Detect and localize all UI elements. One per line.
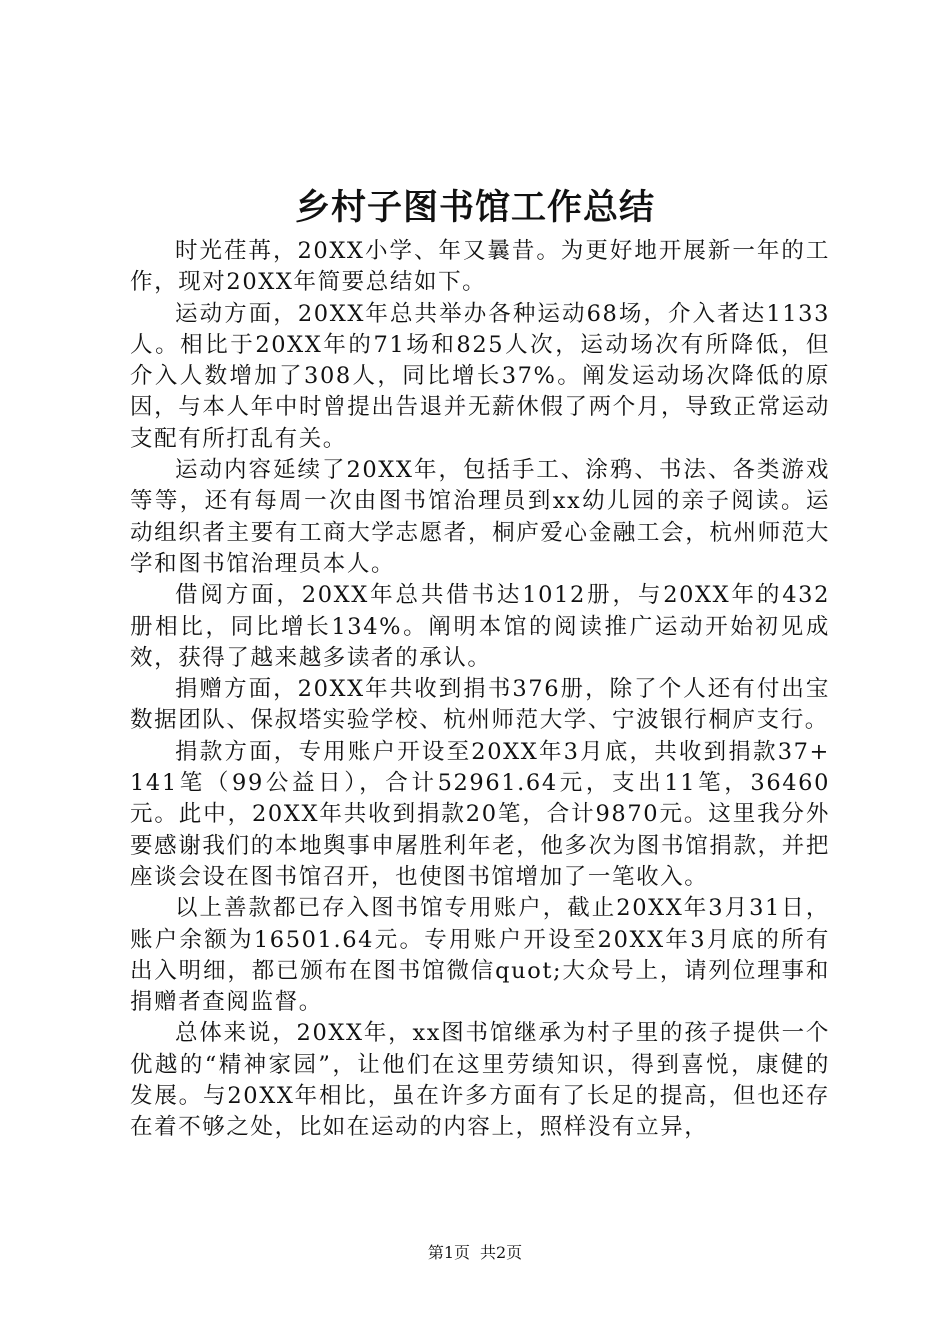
paragraph-activity-content: 运动内容延续了20XX年，包括手工、涂鸦、书法、各类游戏等等，还有每周一次由图书馆治理员到xx幼儿园的亲子阅读。运动组织者主要有工商大学志愿者，桐庐爱心金融工会，杭州师范大学和图书馆治理员本人。 (130, 457, 830, 577)
document-body (130, 236, 830, 1144)
paragraph-summary: 总体来说，20XX年，xx图书馆继承为村子里的孩子提供一个优越的“精神家园”，让他们在这里劳绩知识，得到喜悦，康健的发展。与20XX年相比，虽在许多方面有了长足的提高，但也还存在着不够之处，比如在运动的内容上，照样没有立异， (130, 1020, 830, 1141)
page-number: 第1页 (427, 1243, 470, 1262)
paragraph-borrowing: 借阅方面，20XX年总共借书达1012册，与20XX年的432册相比，同比增长134%。阐明本馆的阅读推广运动开始初见成效，获得了越来越多读者的承认。 (130, 582, 830, 671)
document-title: 乡村子图书馆工作总结 (294, 187, 655, 228)
page-footer (0, 1242, 950, 1264)
paragraph-account-balance: 以上善款都已存入图书馆专用账户，截止20XX年3月31日，账户余额为16501.64元。专用账户开设至20XX年3月底的所有出入明细，都已颁布在图书馆微信quot;大众号上，请列位理事和捐赠者查阅监督。 (130, 895, 830, 1016)
paragraph-monetary-donations: 捐款方面，专用账户开设至20XX年3月底，共收到捐款37+141笔（99公益日），合计52961.64元，支出11笔，36460元。此中，20XX年共收到捐款20笔，合计9870元。这里我分外要感谢我们的本地舆事申屠胜利年老，他多次为图书馆捐款，并把座谈会设在图书馆召开，也使图书馆增加了一笔收入。 (130, 738, 830, 890)
paragraph-activities: 运动方面，20XX年总共举办各种运动68场，介入者达1133人。相比于20XX年的71场和825人次，运动场次有所降低，但介入人数增加了308人，同比增长37%。阐发运动场次降低的原因，与本人年中时曾提出告退并无薪休假了两个月，导致正常运动支配有所打乱有关。 (130, 300, 830, 452)
page-total: 共2页 (480, 1243, 523, 1262)
paragraph-book-donations: 捐赠方面，20XX年共收到捐书376册，除了个人还有付出宝数据团队、保叔塔实验学校、杭州师范大学、宁波银行桐庐支行。 (130, 676, 830, 734)
paragraph-intro: 时光荏苒，20XX小学、年又曩昔。为更好地开展新一年的工作，现对20XX年简要总结如下。 (130, 238, 830, 296)
